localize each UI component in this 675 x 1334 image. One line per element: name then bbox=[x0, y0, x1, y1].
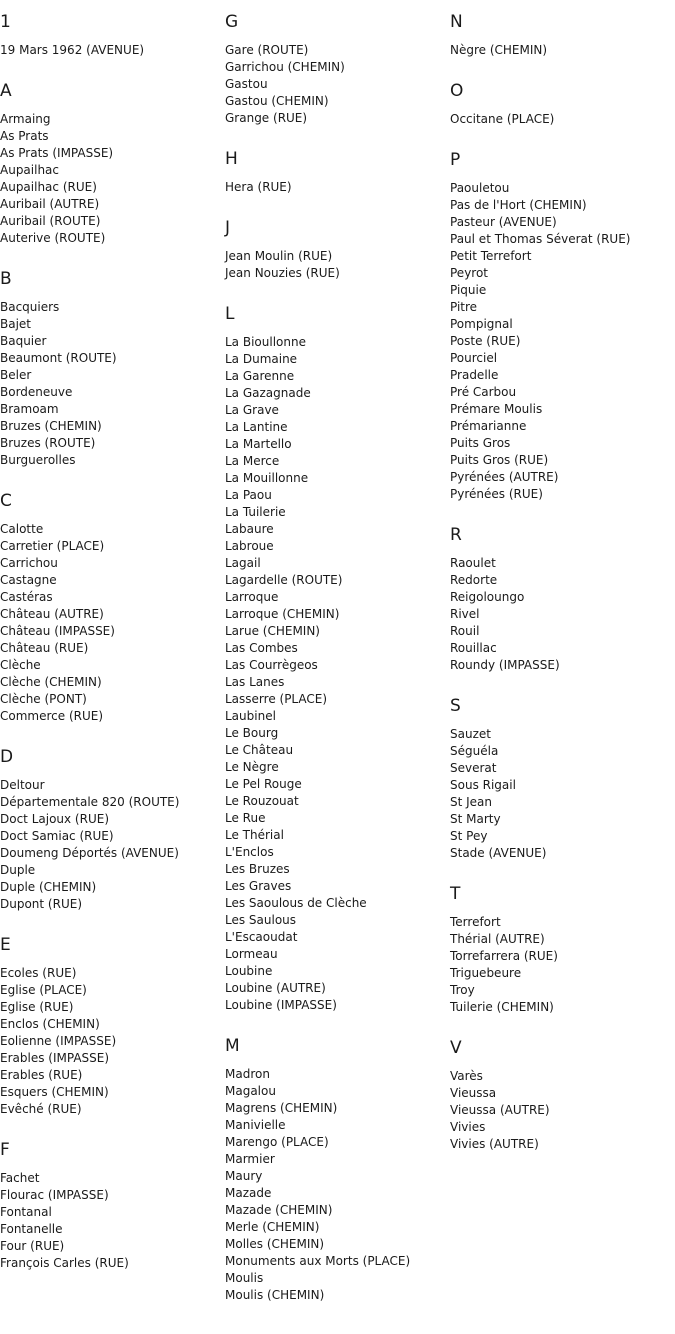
street-name: Jean Nouzies (RUE) bbox=[225, 266, 340, 280]
street-name: Peyrot bbox=[450, 266, 489, 280]
street-name: L'Escaoudat bbox=[225, 930, 298, 944]
street-name: Madron bbox=[225, 1067, 270, 1081]
section-letter-heading: 1 bbox=[0, 12, 11, 32]
street-name: Gastou bbox=[225, 77, 268, 91]
street-name: Redorte bbox=[450, 573, 498, 587]
index-column bbox=[450, 12, 675, 1175]
street-name: Marmier bbox=[225, 1152, 275, 1166]
street-name: Doct Samiac (RUE) bbox=[0, 829, 114, 843]
street-list bbox=[450, 180, 675, 503]
street-name: Vieussa bbox=[450, 1086, 497, 1100]
street-name: Le Thérial bbox=[225, 828, 284, 842]
section-letter-heading: B bbox=[0, 269, 12, 289]
street-name: Aupailhac (RUE) bbox=[0, 180, 97, 194]
index-column bbox=[225, 12, 445, 1326]
street-name: Erables (RUE) bbox=[0, 1068, 83, 1082]
section-letter-heading: P bbox=[450, 150, 461, 170]
street-name: Four (RUE) bbox=[0, 1239, 65, 1253]
street-name: Bajet bbox=[0, 317, 32, 331]
street-name: Molles (CHEMIN) bbox=[225, 1237, 325, 1251]
section-letter-heading: C bbox=[0, 491, 12, 511]
street-name: Troy bbox=[450, 983, 475, 997]
street-name: Pyrénées (RUE) bbox=[450, 487, 543, 501]
street-name: Le Bourg bbox=[225, 726, 279, 740]
street-name: Severat bbox=[450, 761, 497, 775]
street-list bbox=[225, 42, 445, 127]
street-name: Dupont (RUE) bbox=[0, 897, 82, 911]
street-list bbox=[450, 555, 675, 674]
street-name: Labaure bbox=[225, 522, 274, 536]
street-name: Pré Carbou bbox=[450, 385, 517, 399]
street-name: Doumeng Déportés (AVENUE) bbox=[0, 846, 179, 860]
street-name: Maury bbox=[225, 1169, 263, 1183]
street-name: Rouil bbox=[450, 624, 480, 638]
letter-section bbox=[450, 1038, 675, 1153]
street-name: Manivielle bbox=[225, 1118, 286, 1132]
street-name: Loubine (IMPASSE) bbox=[225, 998, 337, 1012]
street-name: Triguebeure bbox=[450, 966, 522, 980]
street-name: Deltour bbox=[0, 778, 45, 792]
street-name: Duple (CHEMIN) bbox=[0, 880, 97, 894]
street-name: Prémare Moulis bbox=[450, 402, 543, 416]
street-name: Eglise (RUE) bbox=[0, 1000, 74, 1014]
section-letter-heading: S bbox=[450, 696, 461, 716]
street-name: La Martello bbox=[225, 437, 292, 451]
street-list bbox=[0, 299, 220, 469]
street-name: Château (IMPASSE) bbox=[0, 624, 115, 638]
letter-section bbox=[225, 218, 445, 282]
street-name: Les Bruzes bbox=[225, 862, 290, 876]
letter-section bbox=[225, 304, 445, 1014]
section-letter-heading: O bbox=[450, 81, 464, 101]
street-name: Auterive (ROUTE) bbox=[0, 231, 106, 245]
section-letter-heading: F bbox=[0, 1140, 10, 1160]
section-letter-heading: N bbox=[450, 12, 463, 32]
letter-section bbox=[0, 935, 220, 1118]
street-name: Duple bbox=[0, 863, 36, 877]
street-name: Départementale 820 (ROUTE) bbox=[0, 795, 180, 809]
street-name: Les Saulous bbox=[225, 913, 297, 927]
section-letter-heading: T bbox=[450, 884, 461, 904]
street-name: Occitane (PLACE) bbox=[450, 112, 555, 126]
street-name: Flourac (IMPASSE) bbox=[0, 1188, 109, 1202]
street-name: Lagardelle (ROUTE) bbox=[225, 573, 343, 587]
street-name: Tuilerie (CHEMIN) bbox=[450, 1000, 554, 1014]
street-name: Reigoloungo bbox=[450, 590, 525, 604]
street-list bbox=[450, 42, 675, 59]
street-name: Le Nègre bbox=[225, 760, 279, 774]
street-name: Poste (RUE) bbox=[450, 334, 521, 348]
street-list bbox=[0, 111, 220, 247]
street-list bbox=[225, 1066, 445, 1304]
street-name: Le Château bbox=[225, 743, 294, 757]
street-name: Le Rue bbox=[225, 811, 266, 825]
street-name: Esquers (CHEMIN) bbox=[0, 1085, 109, 1099]
street-name: L'Enclos bbox=[225, 845, 274, 859]
street-name: Las Courrègeos bbox=[225, 658, 318, 672]
street-name: Auribail (ROUTE) bbox=[0, 214, 101, 228]
street-name: As Prats (IMPASSE) bbox=[0, 146, 114, 160]
street-list bbox=[0, 42, 220, 59]
letter-section bbox=[450, 81, 675, 128]
street-name: Les Graves bbox=[225, 879, 292, 893]
street-name: St Jean bbox=[450, 795, 493, 809]
letter-section bbox=[450, 884, 675, 1016]
section-letter-heading: L bbox=[225, 304, 235, 324]
street-name: Larroque bbox=[225, 590, 279, 604]
street-name: Bruzes (CHEMIN) bbox=[0, 419, 102, 433]
street-name: La Tuilerie bbox=[225, 505, 286, 519]
section-letter-heading: M bbox=[225, 1036, 240, 1056]
street-name: Bacquiers bbox=[0, 300, 60, 314]
street-name: Garrichou (CHEMIN) bbox=[225, 60, 345, 74]
street-name: Puits Gros (RUE) bbox=[450, 453, 549, 467]
street-name: Castagne bbox=[0, 573, 57, 587]
street-list bbox=[225, 334, 445, 1014]
street-name: Laubinel bbox=[225, 709, 276, 723]
street-name: Fachet bbox=[0, 1171, 40, 1185]
street-name: Burguerolles bbox=[0, 453, 76, 467]
letter-section bbox=[225, 12, 445, 127]
street-name: Bordeneuve bbox=[0, 385, 73, 399]
street-name: Sauzet bbox=[450, 727, 491, 741]
street-name: Jean Moulin (RUE) bbox=[225, 249, 333, 263]
street-name: Lasserre (PLACE) bbox=[225, 692, 328, 706]
street-list bbox=[0, 521, 220, 725]
street-name: Las Lanes bbox=[225, 675, 285, 689]
street-name: François Carles (RUE) bbox=[0, 1256, 129, 1270]
street-name: Gastou (CHEMIN) bbox=[225, 94, 329, 108]
street-name: Enclos (CHEMIN) bbox=[0, 1017, 100, 1031]
street-list bbox=[225, 248, 445, 282]
street-name: Rouillac bbox=[450, 641, 497, 655]
street-name: Auribail (AUTRE) bbox=[0, 197, 100, 211]
street-name: La Merce bbox=[225, 454, 280, 468]
street-name: La Paou bbox=[225, 488, 272, 502]
street-name: Bramoam bbox=[0, 402, 59, 416]
street-name: Carrichou bbox=[0, 556, 58, 570]
street-name: Clèche bbox=[0, 658, 41, 672]
street-name: La Grave bbox=[225, 403, 279, 417]
letter-section bbox=[225, 1036, 445, 1304]
letter-section bbox=[225, 149, 445, 196]
street-name: Bruzes (ROUTE) bbox=[0, 436, 96, 450]
street-name: Mazade bbox=[225, 1186, 272, 1200]
section-letter-heading: J bbox=[225, 218, 231, 238]
street-name: Calotte bbox=[0, 522, 44, 536]
street-name: Armaing bbox=[0, 112, 51, 126]
street-name: Larroque (CHEMIN) bbox=[225, 607, 340, 621]
street-name: Gare (ROUTE) bbox=[225, 43, 309, 57]
street-name: Raoulet bbox=[450, 556, 496, 570]
street-name: La Dumaine bbox=[225, 352, 298, 366]
street-name: Pompignal bbox=[450, 317, 513, 331]
street-name: Puits Gros bbox=[450, 436, 511, 450]
street-name: Fontanal bbox=[0, 1205, 52, 1219]
street-name: Monuments aux Morts (PLACE) bbox=[225, 1254, 411, 1268]
letter-section bbox=[0, 491, 220, 725]
street-name: Castéras bbox=[0, 590, 53, 604]
street-name: Magalou bbox=[225, 1084, 276, 1098]
street-name: Hera (RUE) bbox=[225, 180, 292, 194]
street-name: Commerce (RUE) bbox=[0, 709, 104, 723]
street-name: Las Combes bbox=[225, 641, 298, 655]
street-name: St Pey bbox=[450, 829, 488, 843]
street-name: Petit Terrefort bbox=[450, 249, 532, 263]
street-name: La Bioullonne bbox=[225, 335, 306, 349]
street-name: Vivies (AUTRE) bbox=[450, 1137, 539, 1151]
street-name: Lagail bbox=[225, 556, 261, 570]
street-name: Baquier bbox=[0, 334, 47, 348]
street-name: Evêché (RUE) bbox=[0, 1102, 82, 1116]
letter-section bbox=[450, 150, 675, 503]
street-name: Moulis bbox=[225, 1271, 264, 1285]
section-letter-heading: H bbox=[225, 149, 238, 169]
street-name: Le Rouzouat bbox=[225, 794, 299, 808]
street-name: La Garenne bbox=[225, 369, 295, 383]
street-name: Rivel bbox=[450, 607, 480, 621]
street-name: Marengo (PLACE) bbox=[225, 1135, 329, 1149]
street-name: Nègre (CHEMIN) bbox=[450, 43, 548, 57]
street-name: Vieussa (AUTRE) bbox=[450, 1103, 550, 1117]
street-name: Paul et Thomas Séverat (RUE) bbox=[450, 232, 631, 246]
street-name: Beler bbox=[0, 368, 32, 382]
street-name: Clèche (CHEMIN) bbox=[0, 675, 102, 689]
letter-section bbox=[450, 12, 675, 59]
letter-section bbox=[0, 81, 220, 247]
street-name: La Lantine bbox=[225, 420, 288, 434]
section-letter-heading: E bbox=[0, 935, 11, 955]
section-letter-heading: D bbox=[0, 747, 14, 767]
street-name: Merle (CHEMIN) bbox=[225, 1220, 320, 1234]
street-name: Loubine (AUTRE) bbox=[225, 981, 326, 995]
street-list bbox=[0, 1170, 220, 1272]
section-letter-heading: G bbox=[225, 12, 239, 32]
street-name: 19 Mars 1962 (AVENUE) bbox=[0, 43, 145, 57]
street-name: La Mouillonne bbox=[225, 471, 309, 485]
street-name: Pasteur (AVENUE) bbox=[450, 215, 557, 229]
street-name: Pitre bbox=[450, 300, 478, 314]
street-name: Pourciel bbox=[450, 351, 498, 365]
street-list bbox=[0, 777, 220, 913]
letter-section bbox=[450, 696, 675, 862]
street-name: Eolienne (IMPASSE) bbox=[0, 1034, 117, 1048]
street-name: Ecoles (RUE) bbox=[0, 966, 77, 980]
street-name: Prémarianne bbox=[450, 419, 527, 433]
street-name: St Marty bbox=[450, 812, 501, 826]
street-name: Clèche (PONT) bbox=[0, 692, 87, 706]
index-column bbox=[0, 12, 220, 1294]
street-name: Paouletou bbox=[450, 181, 510, 195]
street-name: As Prats bbox=[0, 129, 49, 143]
street-name: Grange (RUE) bbox=[225, 111, 308, 125]
street-name: Larue (CHEMIN) bbox=[225, 624, 320, 638]
street-name: La Gazagnade bbox=[225, 386, 311, 400]
street-list bbox=[0, 965, 220, 1118]
letter-section bbox=[450, 525, 675, 674]
section-letter-heading: A bbox=[0, 81, 12, 101]
street-name: Carretier (PLACE) bbox=[0, 539, 105, 553]
street-name: Piquie bbox=[450, 283, 487, 297]
section-letter-heading: V bbox=[450, 1038, 462, 1058]
letter-section bbox=[0, 269, 220, 469]
street-name: Les Saoulous de Clèche bbox=[225, 896, 367, 910]
street-name: Thérial (AUTRE) bbox=[450, 932, 545, 946]
street-name: Château (RUE) bbox=[0, 641, 89, 655]
street-list bbox=[225, 179, 445, 196]
street-list bbox=[450, 1068, 675, 1153]
street-name: Stade (AVENUE) bbox=[450, 846, 547, 860]
street-name: Magrens (CHEMIN) bbox=[225, 1101, 338, 1115]
street-name: Beaumont (ROUTE) bbox=[0, 351, 117, 365]
street-name: Mazade (CHEMIN) bbox=[225, 1203, 333, 1217]
street-name: Doct Lajoux (RUE) bbox=[0, 812, 110, 826]
street-name: Vivies bbox=[450, 1120, 486, 1134]
street-name: Pradelle bbox=[450, 368, 499, 382]
letter-section bbox=[0, 1140, 220, 1272]
street-name: Labroue bbox=[225, 539, 274, 553]
street-list bbox=[450, 726, 675, 862]
street-name: Aupailhac bbox=[0, 163, 60, 177]
section-letter-heading: R bbox=[450, 525, 462, 545]
street-list bbox=[450, 111, 675, 128]
street-name: Torrefarrera (RUE) bbox=[450, 949, 558, 963]
letter-section bbox=[0, 12, 220, 59]
street-name: Roundy (IMPASSE) bbox=[450, 658, 560, 672]
street-name: Moulis (CHEMIN) bbox=[225, 1288, 325, 1302]
letter-section bbox=[0, 747, 220, 913]
street-name: Fontanelle bbox=[0, 1222, 63, 1236]
street-name: Varès bbox=[450, 1069, 483, 1083]
street-name: Pyrénées (AUTRE) bbox=[450, 470, 559, 484]
street-name: Erables (IMPASSE) bbox=[0, 1051, 110, 1065]
street-name: Loubine bbox=[225, 964, 273, 978]
street-name: Séguéla bbox=[450, 744, 499, 758]
street-name: Château (AUTRE) bbox=[0, 607, 104, 621]
street-list bbox=[450, 914, 675, 1016]
street-name: Lormeau bbox=[225, 947, 278, 961]
street-name: Eglise (PLACE) bbox=[0, 983, 87, 997]
street-name: Sous Rigail bbox=[450, 778, 516, 792]
street-name: Pas de l'Hort (CHEMIN) bbox=[450, 198, 587, 212]
street-name: Terrefort bbox=[450, 915, 501, 929]
street-name: Le Pel Rouge bbox=[225, 777, 302, 791]
